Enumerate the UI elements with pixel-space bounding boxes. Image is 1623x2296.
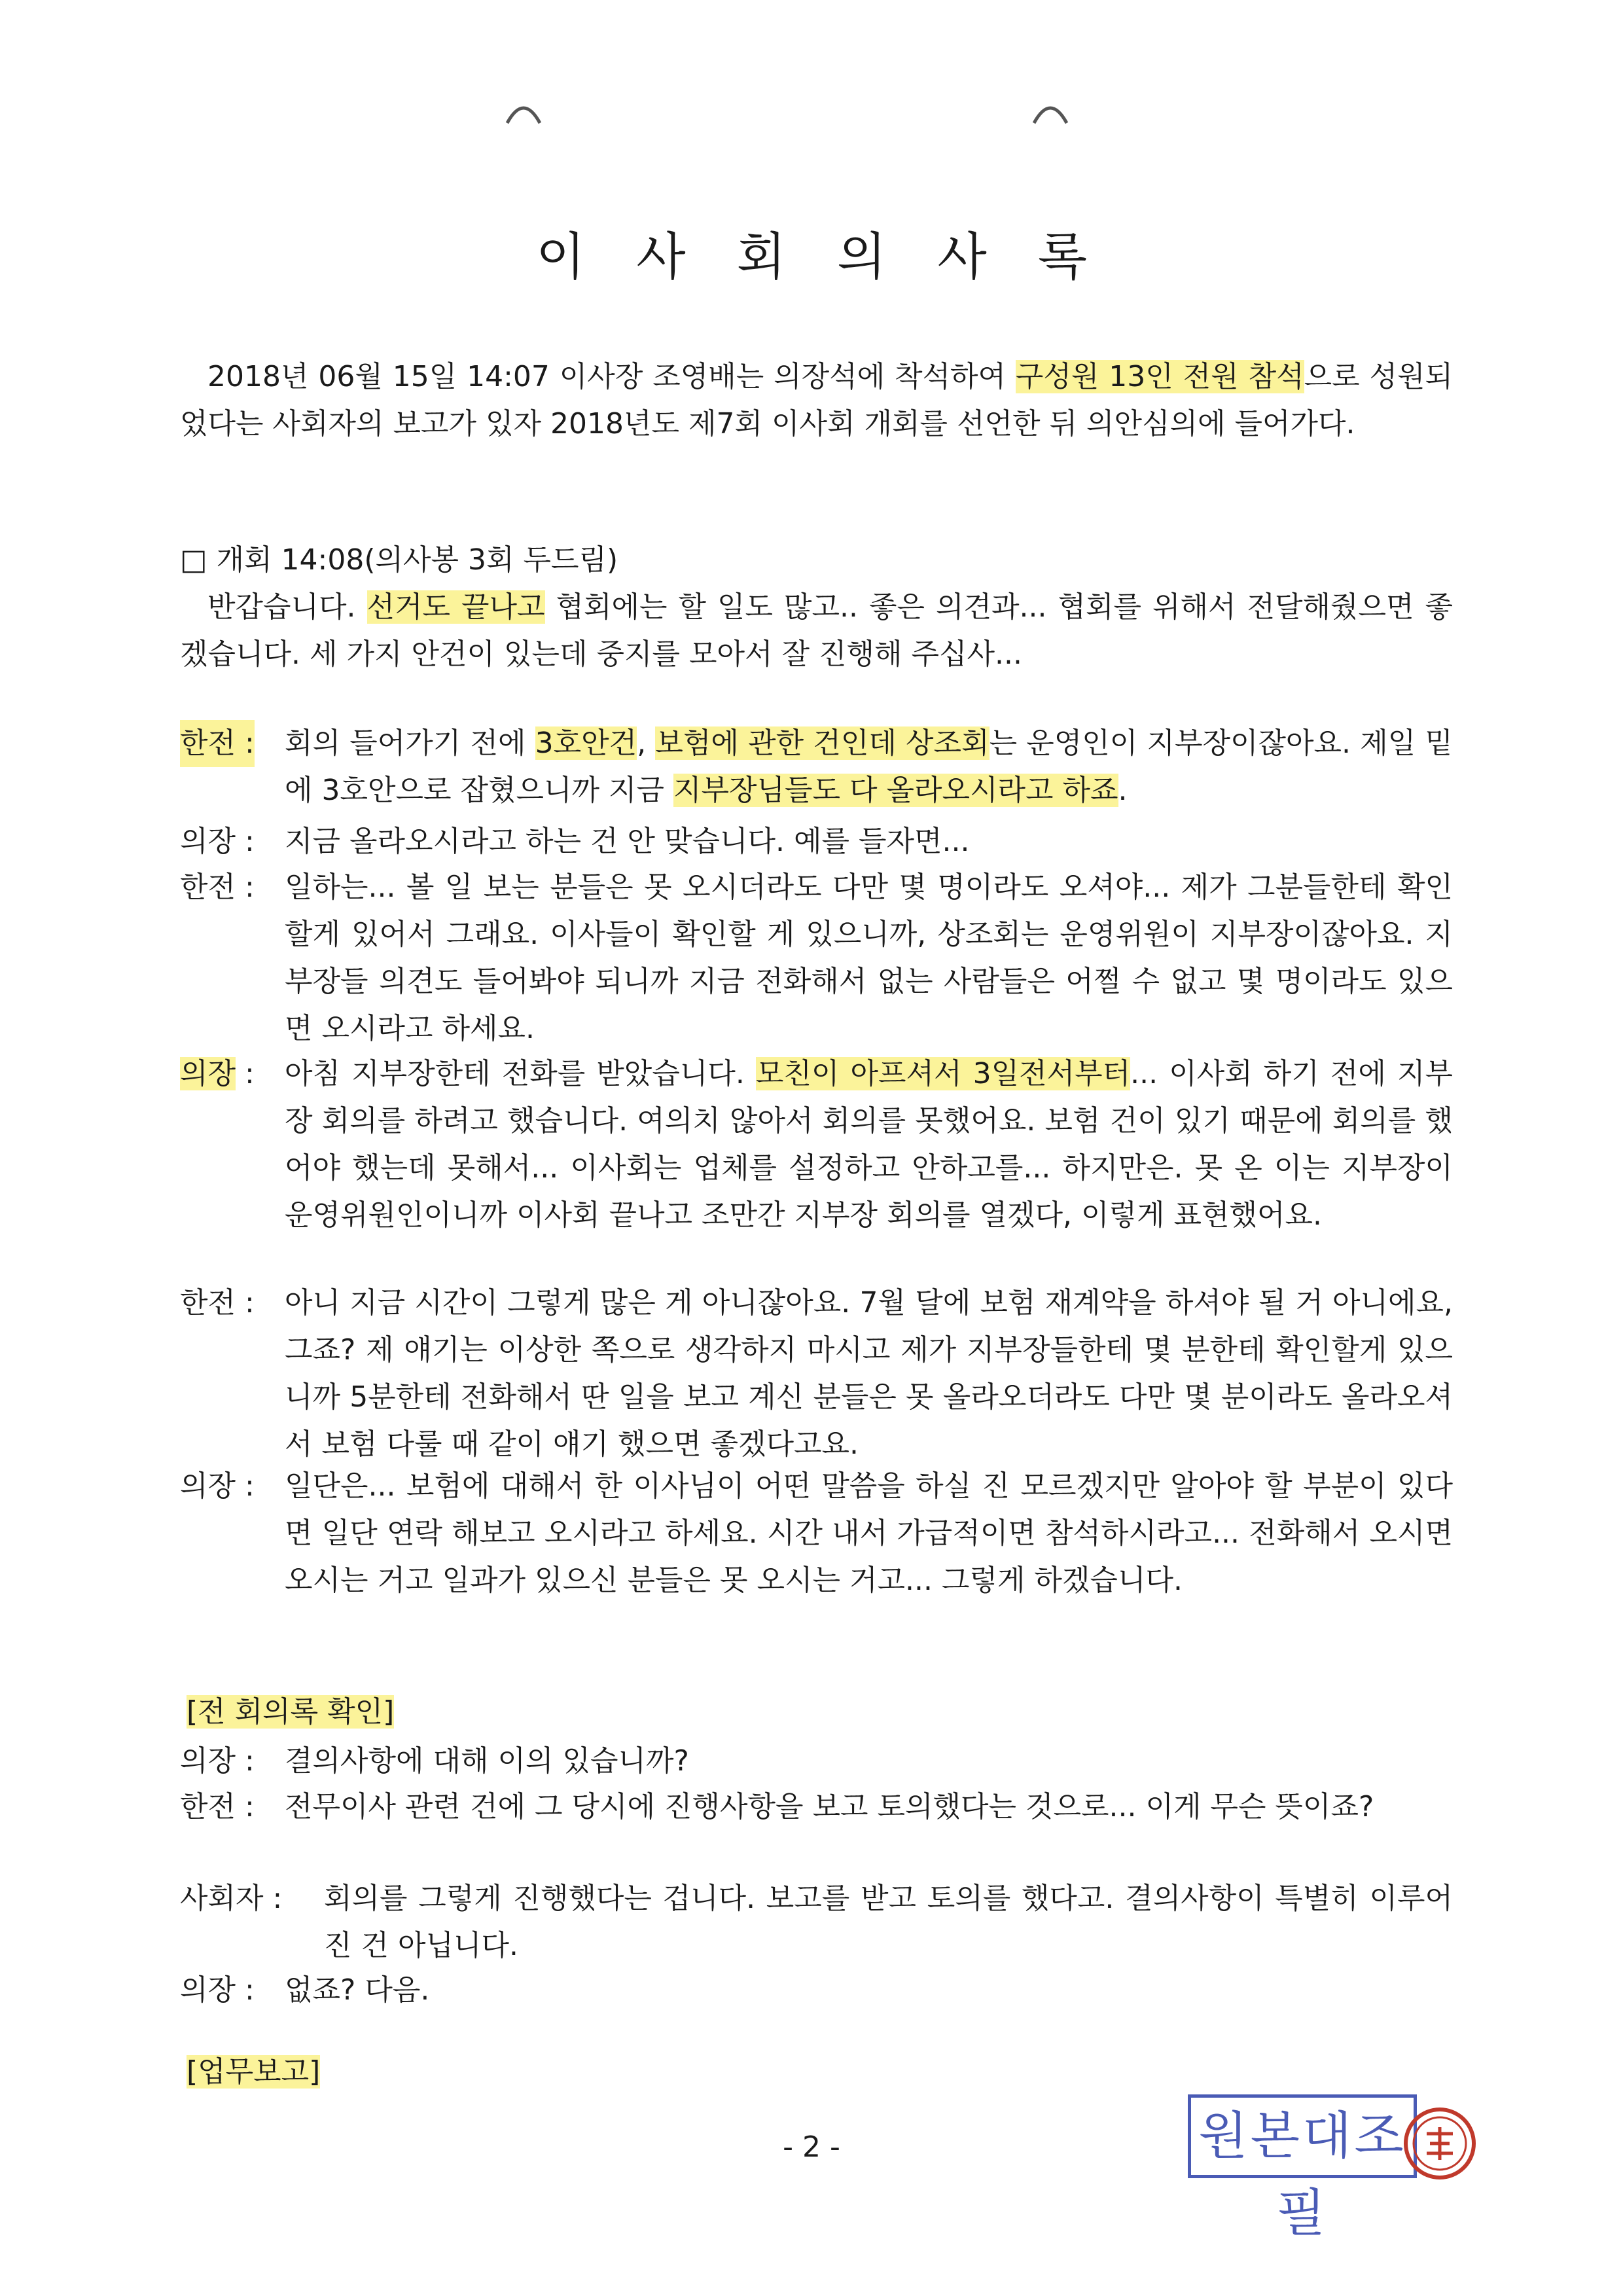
section-heading xyxy=(187,1689,394,1736)
speaker-label: 사회자 : xyxy=(180,1882,283,1915)
speaker-label: 의장 : xyxy=(180,1469,255,1503)
highlight: 지부장님들도 다 올라오시라고 하죠 xyxy=(673,774,1118,807)
punch-hole-mark xyxy=(504,98,543,124)
speaker-label: 의장 : xyxy=(180,1057,255,1090)
highlight: 선거도 끝나고 xyxy=(366,590,545,624)
highlight: 의장 xyxy=(180,1057,236,1090)
highlight: 구성원 13인 전원 참석 xyxy=(1015,360,1304,393)
highlight: [업무보고] xyxy=(187,2055,321,2089)
speech-text: 지금 올라오시라고 하는 건 안 맞습니다. 예를 들자면... xyxy=(285,825,970,858)
speech-text: 없죠? 다음. xyxy=(285,1973,430,2007)
highlight: 모친이 아프셔서 3일전서부터 xyxy=(755,1057,1131,1090)
document-title: 이사회의사록 xyxy=(535,228,1139,287)
speech-text: 회의를 그렇게 진행했다는 겁니다. 보고를 받고 토의를 했다고. 결의사항이 특별히 이루어진 건 아닙니다. xyxy=(324,1882,1453,1962)
speech-text: 결의사항에 대해 이의 있습니까? xyxy=(285,1744,689,1778)
highlight: [전 회의록 확인] xyxy=(187,1695,395,1729)
speaker-label: 의장 : xyxy=(180,1973,255,2007)
speech-text: 전무이사 관련 건에 그 당시에 진행사항을 보고 토의했다는 것으로... 이게 무슨 뜻이죠? xyxy=(285,1790,1374,1823)
opening-body: 반갑습니다. 선거도 끝나고 협회에는 할 일도 많고.. 좋은 의견과... 협회를 위해서 전달해줬으면 좋겠습니다. 세 가지 안건이 있는데 중지를 모아서 잘 진행해 주십사... xyxy=(180,590,1453,671)
official-seal-icon xyxy=(1400,2104,1479,2183)
highlight: 보험에 관한 건인데 상조회 xyxy=(655,726,990,760)
punch-hole-mark xyxy=(1031,98,1070,124)
speech-text: 일하는... 볼 일 보는 분들은 못 오시더라도 다만 몇 명이라도 오셔야... 제가 그분들한테 확인할게 있어서 그래요. 이사들이 확인할 게 있으니까, 상조회는 운영위원이 지부장이잖아요. 지부장들 의견도 들어봐야 되니까 지금 전화해서 없는 사람들은 어쩔 수 없고 몇 명이라도 있으면 오시라고 하세요. xyxy=(285,870,1453,1045)
highlight: 3호안건 xyxy=(535,726,637,760)
page-number: - 2 - xyxy=(783,2130,840,2164)
intro-paragraph: 2018년 06월 15일 14:07 이사장 조영배는 의장석에 착석하여 구성원 13인 전원 참석으로 성원되었다는 사회자의 보고가 있자 2018년도 제7회 이사회 개회를 선언한 뒤 의안심의에 들어가다. xyxy=(180,360,1453,440)
speaker-label: 한전 : xyxy=(180,720,255,767)
speaker-label: 한전 : xyxy=(180,870,255,904)
speaker-label: 한전 : xyxy=(180,1286,255,1319)
speaker-label: 의장 : xyxy=(180,1744,255,1778)
speech-text: 회의 들어가기 전에 3호안건, 보험에 관한 건인데 상조회는 운영인이 지부장이잖아요. 제일 밑에 3호안으로 잡혔으니까 지금 지부장님들도 다 올라오시라고 하죠. xyxy=(285,726,1453,807)
speaker-label: 한전 : xyxy=(180,1790,255,1823)
opening-section xyxy=(180,537,1453,678)
opening-header: □ 개회 14:08(의사봉 3회 두드림) xyxy=(180,543,618,577)
section-heading xyxy=(187,2049,320,2096)
speech-text: 아침 지부장한테 전화를 받았습니다. 모친이 아프셔서 3일전서부터... 이사회 하기 전에 지부장 회의를 하려고 했습니다. 여의치 않아서 회의를 못했어요. 보험 건이 있기 때문에 회의를 했어야 했는데 못해서... 이사회는 업체를 설정하고 안하고를... 하지만은. 못 온 이는 지부장이 운영위원인이니까 이사회 끝나고 조만간 지부장 회의를 열겠다, 이렇게 표현했어요. xyxy=(285,1057,1453,1232)
speech-text: 아니 지금 시간이 그렇게 많은 게 아니잖아요. 7월 달에 보험 재계약을 하셔야 될 거 아니에요, 그죠? 제 얘기는 이상한 쪽으로 생각하지 마시고 제가 지부장들한테 몇 분한테 확인할게 있으니까 5분한테 전화해서 딴 일을 보고 계신 분들은 못 올라오더라도 다만 몇 분이라도 올라오셔서 보험 다룰 때 같이 얘기 했으면 좋겠다고요. xyxy=(285,1286,1453,1461)
speaker-label: 의장 : xyxy=(180,825,255,858)
certified-copy-stamp: 원본대조필 xyxy=(1188,2094,1417,2178)
speech-text: 일단은... 보험에 대해서 한 이사님이 어떤 말씀을 하실 진 모르겠지만 알아야 할 부분이 있다면 일단 연락 해보고 오시라고 하세요. 시간 내서 가급적이면 참석하시라고... 전화해서 오시면 오시는 거고 일과가 있으신 분들은 못 오시는 거고... 그렇게 하겠습니다. xyxy=(285,1469,1453,1597)
